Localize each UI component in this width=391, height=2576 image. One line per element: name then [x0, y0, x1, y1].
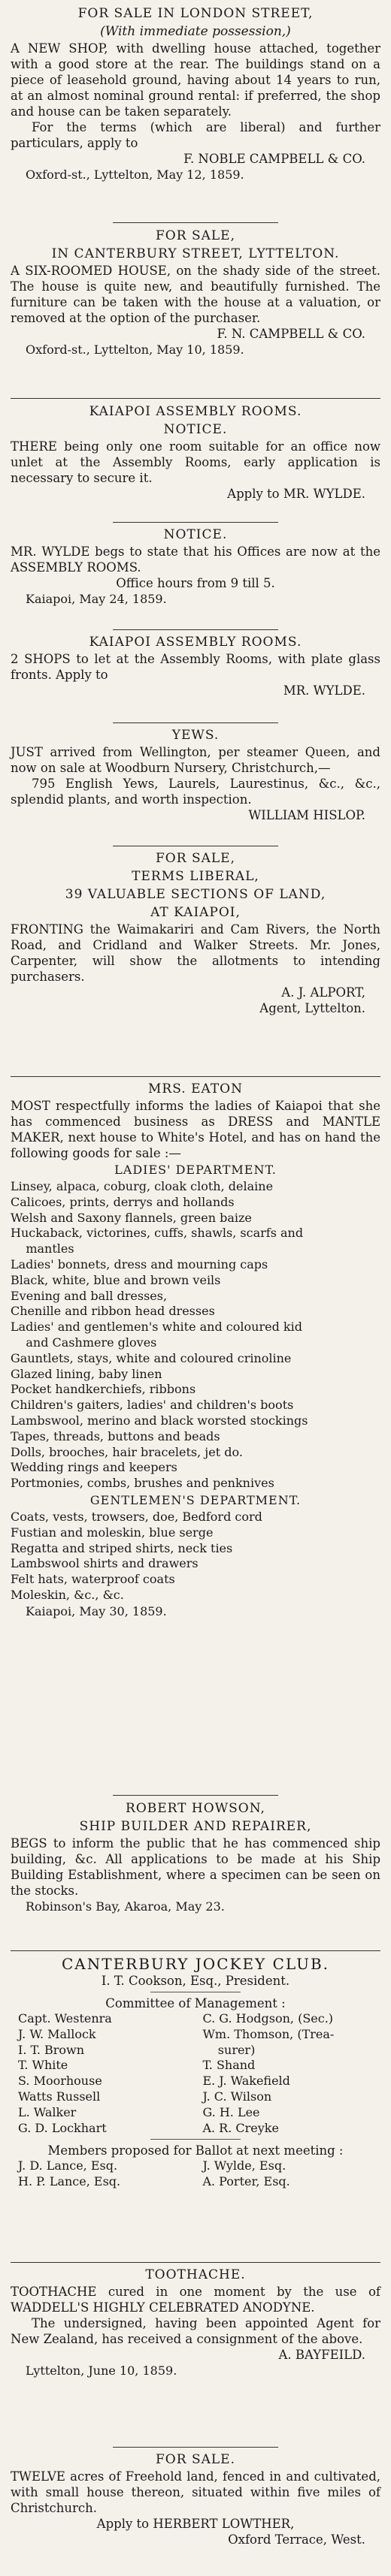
committee-member: S. Moorhouse	[18, 2074, 102, 2089]
ad-date: Kaiapoi, May 24, 1859.	[26, 592, 167, 606]
list-item: Lambswool, merino and black worsted stockings	[11, 1413, 308, 1428]
ad-jockey-club	[11, 1955, 380, 2190]
list-item: Calicoes, prints, derrys and hollands	[11, 1194, 235, 1209]
president: I. T. Cookson, Esq., President.	[101, 1974, 290, 1988]
ad-date: Robinson's Bay, Akaroa, May 23.	[26, 1899, 225, 1914]
list-item: Pocket handkerchiefs, ribbons	[11, 1382, 196, 1397]
ladies-department-list	[11, 1179, 380, 1492]
divider	[113, 2447, 278, 2448]
ladies-department-header: LADIES' DEPARTMENT.	[114, 1163, 277, 1177]
ad-wylde-notice	[11, 526, 380, 607]
list-item: Tapes, threads, buttons and beads	[11, 1428, 220, 1443]
committee-member: J. C. Wilson	[202, 2089, 272, 2104]
committee-left-column	[18, 2011, 189, 2136]
list-item: and Cashmere gloves	[11, 1335, 157, 1350]
ad-header: KAIAPOI ASSEMBLY ROOMS.	[89, 404, 302, 419]
list-item: Moleskin, &c., &c.	[11, 1587, 124, 1602]
committee-member: Wm. Thomson, (Trea-	[202, 2026, 335, 2041]
list-item: Chenille and ribbon head dresses	[11, 1304, 215, 1319]
ad-apply: Apply to MR. WYLDE.	[227, 487, 365, 501]
list-item: mantles	[11, 1241, 74, 1256]
ballot-header: Members proposed for Ballot at next meeting :	[47, 2143, 344, 2158]
committee-right-column	[202, 2011, 373, 2136]
ad-signature: WILLIAM HISLOP.	[248, 808, 365, 822]
ad-body: TOOTHACHE cured in one moment by the use of WADDELL'S HIGHLY CELEBRATED ANODYNE.	[11, 2285, 380, 2315]
ad-hours: Office hours from 9 till 5.	[116, 576, 275, 590]
ad-body-2: The undersigned, having been appointed Agent for New Zealand, has received a consignment of the above.	[11, 2316, 380, 2346]
ad-subheader: (With immediate possession,)	[100, 24, 291, 39]
list-item: Lambswool shirts and drawers	[11, 1556, 199, 1571]
committee-member: E. J. Wakefield	[202, 2074, 290, 2089]
ad-header: TOOTHACHE.	[145, 2267, 246, 2282]
list-item: Regatta and striped shirts, neck ties	[11, 1540, 233, 1555]
committee-member: A. R. Creyke	[202, 2120, 279, 2135]
ballot-left-column	[18, 2158, 189, 2190]
list-item: Glazed lining, baby linen	[11, 1366, 162, 1381]
ballot-member: J. Wylde, Esq.	[202, 2158, 286, 2173]
committee-header: Committee of Management :	[105, 1996, 286, 2010]
ad-header-4: AT KAIAPOI,	[150, 905, 241, 920]
ad-signature-2: Agent, Lyttelton.	[259, 1001, 365, 1015]
ad-robert-howson	[11, 1799, 380, 1914]
ballot-member: A. Porter, Esq.	[202, 2174, 290, 2189]
ad-date: Oxford-st., Lyttelton, May 10, 1859.	[26, 342, 244, 357]
list-item: Welsh and Saxony flannels, green baize	[11, 1210, 252, 1225]
ad-yews	[11, 726, 380, 823]
list-item: Coats, vests, trowsers, doe, Bedford cord	[11, 1509, 262, 1524]
ad-body: A NEW SHOP, with dwelling house attached, together with a good store at the rear. The buildings stand on a piece of leasehold ground, having about 14 years to run, at an almost nominal ground rental: if preferred, the shop and house can be taken separately.	[11, 41, 380, 119]
list-item: Huckaback, victorines, cuffs, shawls, scarfs and	[11, 1226, 304, 1241]
divider	[113, 1795, 278, 1796]
committee-member: Capt. Westenra	[18, 2011, 112, 2026]
ad-canterbury-street	[11, 227, 380, 357]
divider	[113, 522, 278, 523]
committee-columns	[11, 2011, 380, 2136]
list-item: Wedding rings and keepers	[11, 1460, 177, 1475]
ad-body-2: 795 English Yews, Laurels, Laurestinus, &c., &c., splendid plants, and worth inspection.	[11, 777, 380, 807]
ad-header: YEWS.	[171, 728, 220, 743]
divider	[11, 1950, 380, 1951]
ad-date: Lyttelton, June 10, 1859.	[26, 2363, 177, 2378]
divider	[113, 222, 278, 223]
ad-header: MRS. EATON	[148, 1081, 243, 1096]
ad-signature: F. N. CAMPBELL & CO.	[217, 327, 365, 341]
ad-header: FOR SALE.	[156, 2452, 235, 2467]
ad-date: Kaiapoi, May 30, 1859.	[26, 1603, 167, 1618]
ad-body: MOST respectfully informs the ladies of Kaiapoi that she has commenced business as DRESS and MANTLE MAKER, next house to White's Hotel, and has on hand the following goods for sale :—	[11, 1099, 380, 1160]
committee-member: G. H. Lee	[202, 2104, 260, 2119]
divider	[113, 629, 278, 630]
ad-header-2: IN CANTERBURY STREET, LYTTELTON.	[51, 246, 340, 261]
ad-london-street	[11, 5, 380, 182]
ballot-columns	[11, 2158, 380, 2190]
list-item: Black, white, blue and brown veils	[11, 1272, 221, 1287]
gentlemens-department-header: GENTLEMEN'S DEPARTMENT.	[89, 1492, 302, 1507]
divider	[11, 1076, 380, 1077]
committee-member: I. T. Brown	[18, 2042, 85, 2057]
ad-header: KAIAPOI ASSEMBLY ROOMS.	[89, 635, 302, 650]
ad-header: FOR SALE IN LONDON STREET,	[77, 6, 314, 21]
committee-member: T. White	[18, 2058, 68, 2073]
ad-body-2: For the terms (which are liberal) and further particulars, apply to	[11, 120, 380, 150]
ad-header-2: NOTICE.	[163, 422, 228, 437]
ballot-right-column	[202, 2158, 373, 2190]
ad-signature: MR. WYLDE.	[283, 683, 365, 698]
ad-kaiapoi-land	[11, 849, 380, 1016]
gentlemens-department-list	[11, 1510, 380, 1603]
committee-member: C. G. Hodgson, (Sec.)	[202, 2011, 334, 2026]
ad-assembly-notice	[11, 403, 380, 502]
list-item: Ladies' and gentlemen's white and coloured kid	[11, 1320, 302, 1335]
ad-header: ROBERT HOWSON,	[126, 1801, 265, 1816]
ad-toothache	[11, 2266, 380, 2378]
ad-header-2: TERMS LIBERAL,	[132, 869, 259, 884]
ad-header: FOR SALE,	[156, 228, 235, 243]
list-item: Portmonies, combs, brushes and penknives	[11, 1476, 274, 1491]
ad-header: NOTICE.	[163, 527, 228, 542]
list-item: Felt hats, waterproof coats	[11, 1572, 175, 1587]
list-item: Dolls, brooches, hair bracelets, jet do.	[11, 1444, 243, 1459]
list-item: Children's gaiters, ladies' and children's boots	[11, 1398, 294, 1413]
ad-header-2: SHIP BUILDER AND REPAIRER,	[79, 1819, 312, 1834]
ad-body: THERE being only one room suitable for an office now unlet at the Assembly Rooms, early application is necessary to secure it.	[11, 439, 380, 485]
ad-signature: A. BAYFEILD.	[278, 2348, 365, 2362]
list-item: Linsey, alpaca, coburg, cloak cloth, delaine	[11, 1179, 274, 1193]
divider	[150, 2139, 241, 2140]
divider	[113, 722, 278, 723]
divider	[11, 398, 380, 399]
list-item: Ladies' bonnets, dress and mourning caps	[11, 1256, 268, 1271]
ad-signature: A. J. ALPORT,	[281, 985, 365, 1000]
ad-header-3: 39 VALUABLE SECTIONS OF LAND,	[65, 887, 326, 902]
ballot-member: H. P. Lance, Esq.	[18, 2174, 121, 2189]
ad-shops-to-let	[11, 633, 380, 698]
divider	[11, 2262, 380, 2263]
ad-signature: F. NOBLE CAMPBELL & CO.	[183, 152, 365, 166]
ad-body: TWELVE acres of Freehold land, fenced in and cultivated, with small house thereon, situated within five miles of Christchurch.	[11, 2469, 380, 2515]
committee-member: G. D. Lockhart	[18, 2120, 107, 2135]
ad-body: 2 SHOPS to let at the Assembly Rooms, with plate glass fronts. Apply to	[11, 652, 380, 682]
ad-body: FRONTING the Waimakariri and Cam Rivers, the North Road, and Cridland and Walker Streets. Mr. Jones, Carpenter, will show the allotments to intending purchasers.	[11, 922, 380, 984]
committee-member: T. Shand	[202, 2058, 256, 2073]
ad-apply: Apply to HERBERT LOWTHER,	[96, 2517, 295, 2531]
ad-address: Oxford Terrace, West.	[228, 2532, 365, 2547]
ad-mrs-eaton	[11, 1080, 380, 1619]
committee-member: surer)	[202, 2042, 256, 2057]
committee-member: J. W. Mallock	[18, 2026, 96, 2041]
committee-member: Watts Russell	[18, 2089, 101, 2104]
ad-body: A SIX-ROOMED HOUSE, on the shady side of the street. The house is quite new, and beautifully furnished. The furniture can be taken with the house at a valuation, or removed at the option of the purchaser.	[11, 264, 380, 325]
ad-freehold-land	[11, 2451, 380, 2547]
list-item: Evening and ball dresses,	[11, 1288, 168, 1303]
ad-body: MR. WYLDE begs to state that his Offices are now at the ASSEMBLY ROOMS.	[11, 544, 380, 575]
list-item: Fustian and moleskin, blue serge	[11, 1525, 214, 1540]
ballot-member: J. D. Lance, Esq.	[18, 2158, 118, 2173]
ad-date: Oxford-st., Lyttelton, May 12, 1859.	[26, 167, 244, 182]
ad-body: JUST arrived from Wellington, per steamer Queen, and now on sale at Woodburn Nursery, Christchurch,—	[11, 745, 380, 775]
ad-body: BEGS to inform the public that he has commenced ship building, &c. All applications to be made at his Ship Building Establishment, where a specimen can be seen on the stocks.	[11, 1836, 380, 1898]
ad-header: CANTERBURY JOCKEY CLUB.	[61, 1955, 330, 1973]
list-item: Gauntlets, stays, white and coloured crinoline	[11, 1350, 292, 1365]
ad-header: FOR SALE,	[156, 851, 235, 866]
committee-member: L. Walker	[18, 2104, 77, 2119]
